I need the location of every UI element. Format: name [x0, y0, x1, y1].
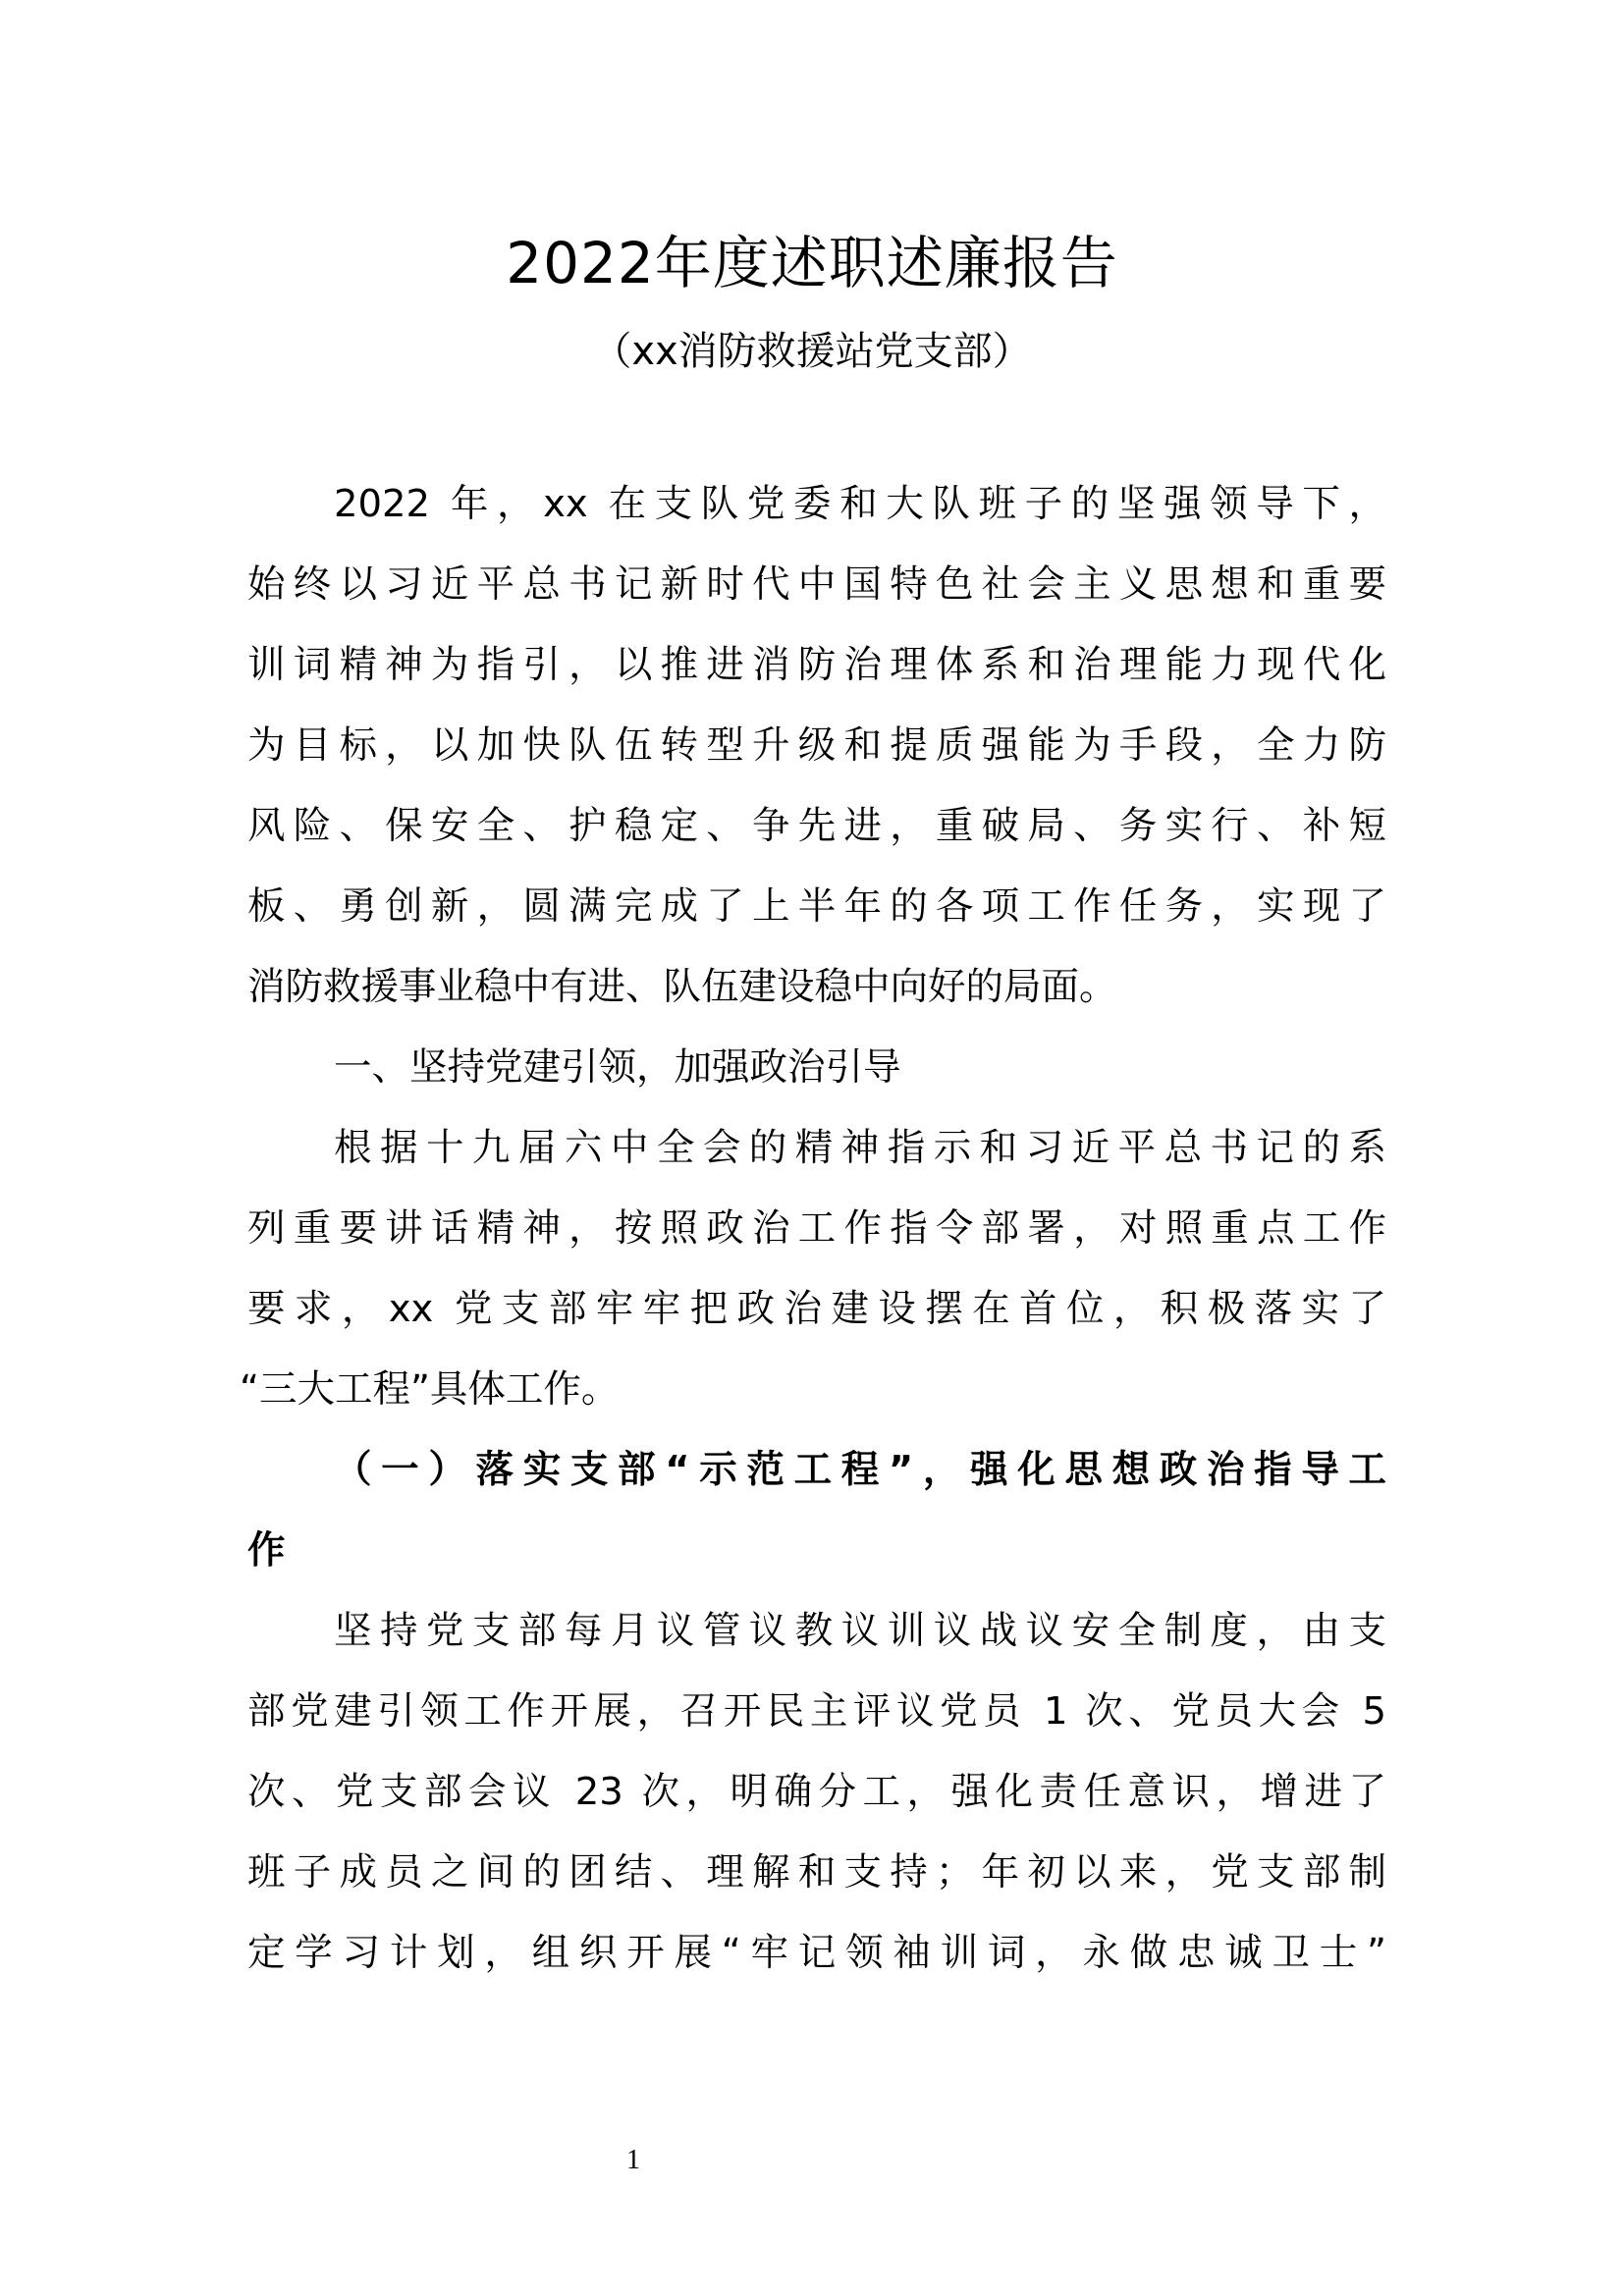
subsection-heading: 作	[247, 1528, 286, 1573]
document-title: 2022年度述职述廉报告	[506, 230, 1118, 296]
paragraph-line: “三大工程”具体工作。	[240, 1367, 620, 1412]
paragraph-line: 定学习计划，组织开展“牢记领袖训词，永做忠诚卫士”	[247, 1931, 1386, 1975]
paragraph-intro-line: 消防救援事业稳中有进、队伍建设稳中向好的局面。	[247, 965, 1117, 1009]
page-number: 1	[626, 2145, 640, 2175]
document-subtitle: （xx消防救援站党支部）	[592, 329, 1032, 374]
paragraph-line: 坚持党支部每月议管议教议训议战议安全制度，由支	[334, 1609, 1386, 1653]
paragraph-intro-line: 训词精神为指引，以推进消防治理体系和治理能力现代化	[247, 643, 1386, 687]
paragraph-line: 要求，xx 党支部牢牢把政治建设摆在首位，积极落实了	[247, 1287, 1386, 1331]
section-heading: 一、坚持党建引领，加强政治引导	[334, 1045, 901, 1090]
paragraph-intro-line: 始终以习近平总书记新时代中国特色社会主义思想和重要	[247, 562, 1386, 607]
paragraph-intro-line: 为目标，以加快队伍转型升级和提质强能为手段，全力防	[247, 723, 1386, 768]
paragraph-line: 列重要讲话精神，按照政治工作指令部署，对照重点工作	[247, 1206, 1386, 1251]
paragraph-line: 班子成员之间的团结、理解和支持；年初以来，党支部制	[247, 1850, 1386, 1895]
paragraph-line: 部党建引领工作开展，召开民主评议党员 1 次、党员大会 5	[247, 1689, 1386, 1734]
subsection-heading: （一）落实支部“示范工程”，强化思想政治指导工	[334, 1448, 1386, 1492]
paragraph-line: 次、党支部会议 23 次，明确分工，强化责任意识，增进了	[247, 1770, 1386, 1814]
paragraph-intro-line: 板、勇创新，圆满完成了上半年的各项工作任务，实现了	[247, 884, 1386, 929]
paragraph-intro-line: 风险、保安全、护稳定、争先进，重破局、务实行、补短	[247, 804, 1386, 848]
paragraph-intro-line: 2022 年，xx 在支队党委和大队班子的坚强领导下，	[334, 482, 1386, 526]
paragraph-line: 根据十九届六中全会的精神指示和习近平总书记的系	[334, 1126, 1386, 1170]
